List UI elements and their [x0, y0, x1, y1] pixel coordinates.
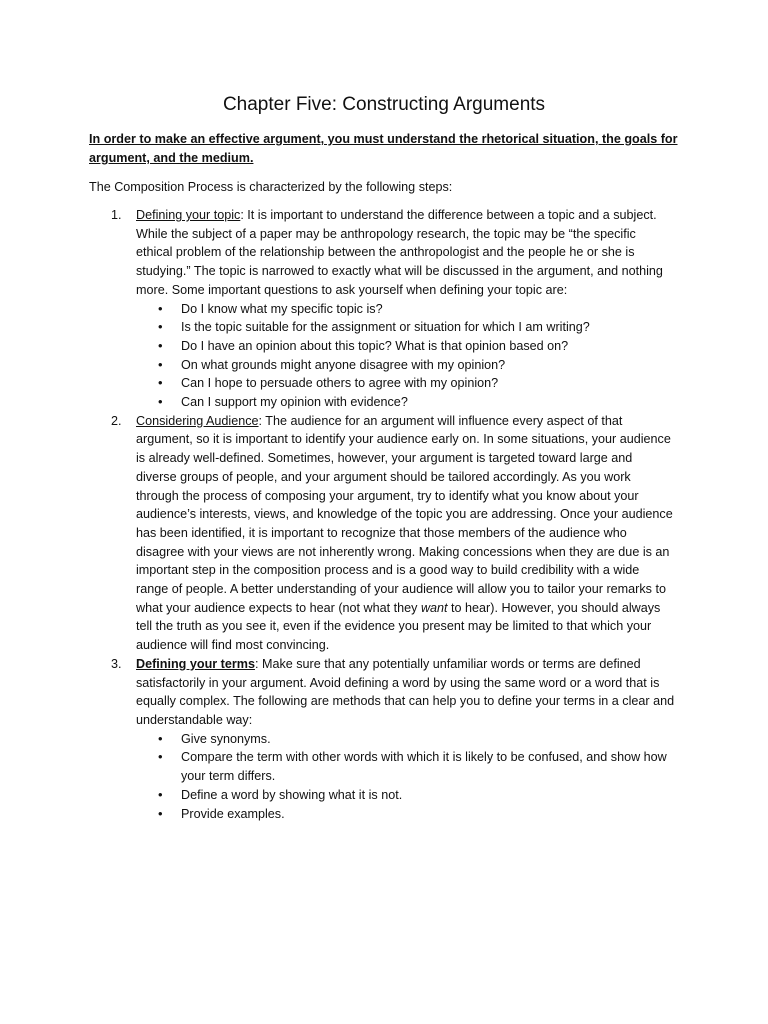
topic-questions-list [136, 300, 675, 412]
bullet-icon: • [158, 375, 163, 391]
list-item [136, 805, 675, 824]
step-term: Considering Audience [136, 413, 259, 428]
list-item [136, 730, 675, 749]
bullet-text: Give synonyms. [181, 731, 271, 746]
step-defining-topic [89, 206, 675, 412]
bullet-text: Is the topic suitable for the assignment or situation for which I am writing? [181, 320, 590, 335]
list-item [136, 356, 675, 375]
bullet-icon: • [158, 356, 163, 372]
bullet-text: Define a word by showing what it is not. [181, 787, 403, 802]
emphasized-word: want [420, 600, 448, 615]
composition-steps-list [89, 206, 675, 823]
list-item [136, 300, 675, 319]
step-number: 2. [111, 413, 122, 428]
list-item [136, 318, 675, 337]
bullet-icon: • [158, 300, 163, 316]
bullet-text: Provide examples. [181, 806, 285, 821]
bullet-text: Do I know what my specific topic is? [181, 301, 383, 316]
bullet-icon: • [158, 319, 163, 335]
step-number: 1. [111, 208, 122, 222]
bullet-icon: • [158, 337, 163, 353]
list-item [136, 374, 675, 393]
bullet-icon: • [158, 394, 163, 410]
bullet-text: Compare the term with other words with which it is likely to be confused, and show how your term differs. [181, 750, 667, 784]
list-item [136, 337, 675, 356]
step-body: : It is important to understand the difference between a topic and a subject. While the subject of a paper may be anthropology research, the topic may be “the specific ethical problem of the relationship between the anthropologist and the people he or she is studying.” The topic is narrowed to exactly what will be discussed in the argument, and nothing more. Some important questions to ask yourself when defining your topic are: [136, 208, 663, 297]
bullet-text: Can I support my opinion with evidence? [181, 395, 408, 410]
list-item [136, 393, 675, 412]
bullet-icon: • [158, 730, 163, 746]
bullet-text: Do I have an opinion about this topic? What is that opinion based on? [181, 338, 569, 353]
chapter-title: Chapter Five: Constructing Arguments [222, 94, 546, 115]
step-body: : The audience for an argument will influence every aspect of that argument, so it is important to identify your audience early on. In some situations, your audience is already well-defined. Sometimes, however, your argument is targeted toward large and diverse groups of people, and your argument should be tailored accordingly. As you work through the process of composing your argument, try to identify what you know about your audience’s interests, views, and knowledge of the topic you are addressing. Once your audience has been identified, it is important to recognize that those members of the audience who disagree with your views are not inherently wrong. Making concessions when they are due is an important step in the composition process and is a good way to build credibility with a wide range of people. A better understanding of your audience will allow you to tailor your remarks to what your audience expects to hear (not what they [136, 413, 673, 615]
process-lead-sentence: The Composition Process is characterized by the following steps: [89, 180, 453, 194]
step-term: Defining your terms [136, 656, 255, 671]
intro-statement: In order to make an effective argument, you must understand the rhetorical situation, the goals for argument, and the medium. [89, 132, 678, 165]
bullet-text: On what grounds might anyone disagree with my opinion? [181, 357, 506, 372]
step-term: Defining your topic [136, 208, 241, 222]
bullet-icon: • [158, 805, 163, 821]
bullet-icon: • [158, 749, 163, 765]
step-number: 3. [111, 656, 122, 671]
step-considering-audience [89, 412, 675, 655]
step-defining-terms [89, 655, 675, 823]
list-item [136, 786, 675, 805]
definition-methods-list [136, 730, 675, 824]
bullet-icon: • [158, 786, 163, 802]
bullet-text: Can I hope to persuade others to agree with my opinion? [181, 376, 499, 391]
list-item [136, 748, 675, 785]
step-body: : Make sure that any potentially unfamiliar words or terms are defined satisfactorily in your argument. Avoid defining a word by using the same word or a word that is equally complex. The following are methods that can help you to define your terms in a clear and understandable way: [136, 656, 675, 727]
step-body-continued: to hear). However, you should always tell the truth as you see it, even if the evidence you present may be limited to that which your audience will find most convincing. [136, 600, 661, 653]
